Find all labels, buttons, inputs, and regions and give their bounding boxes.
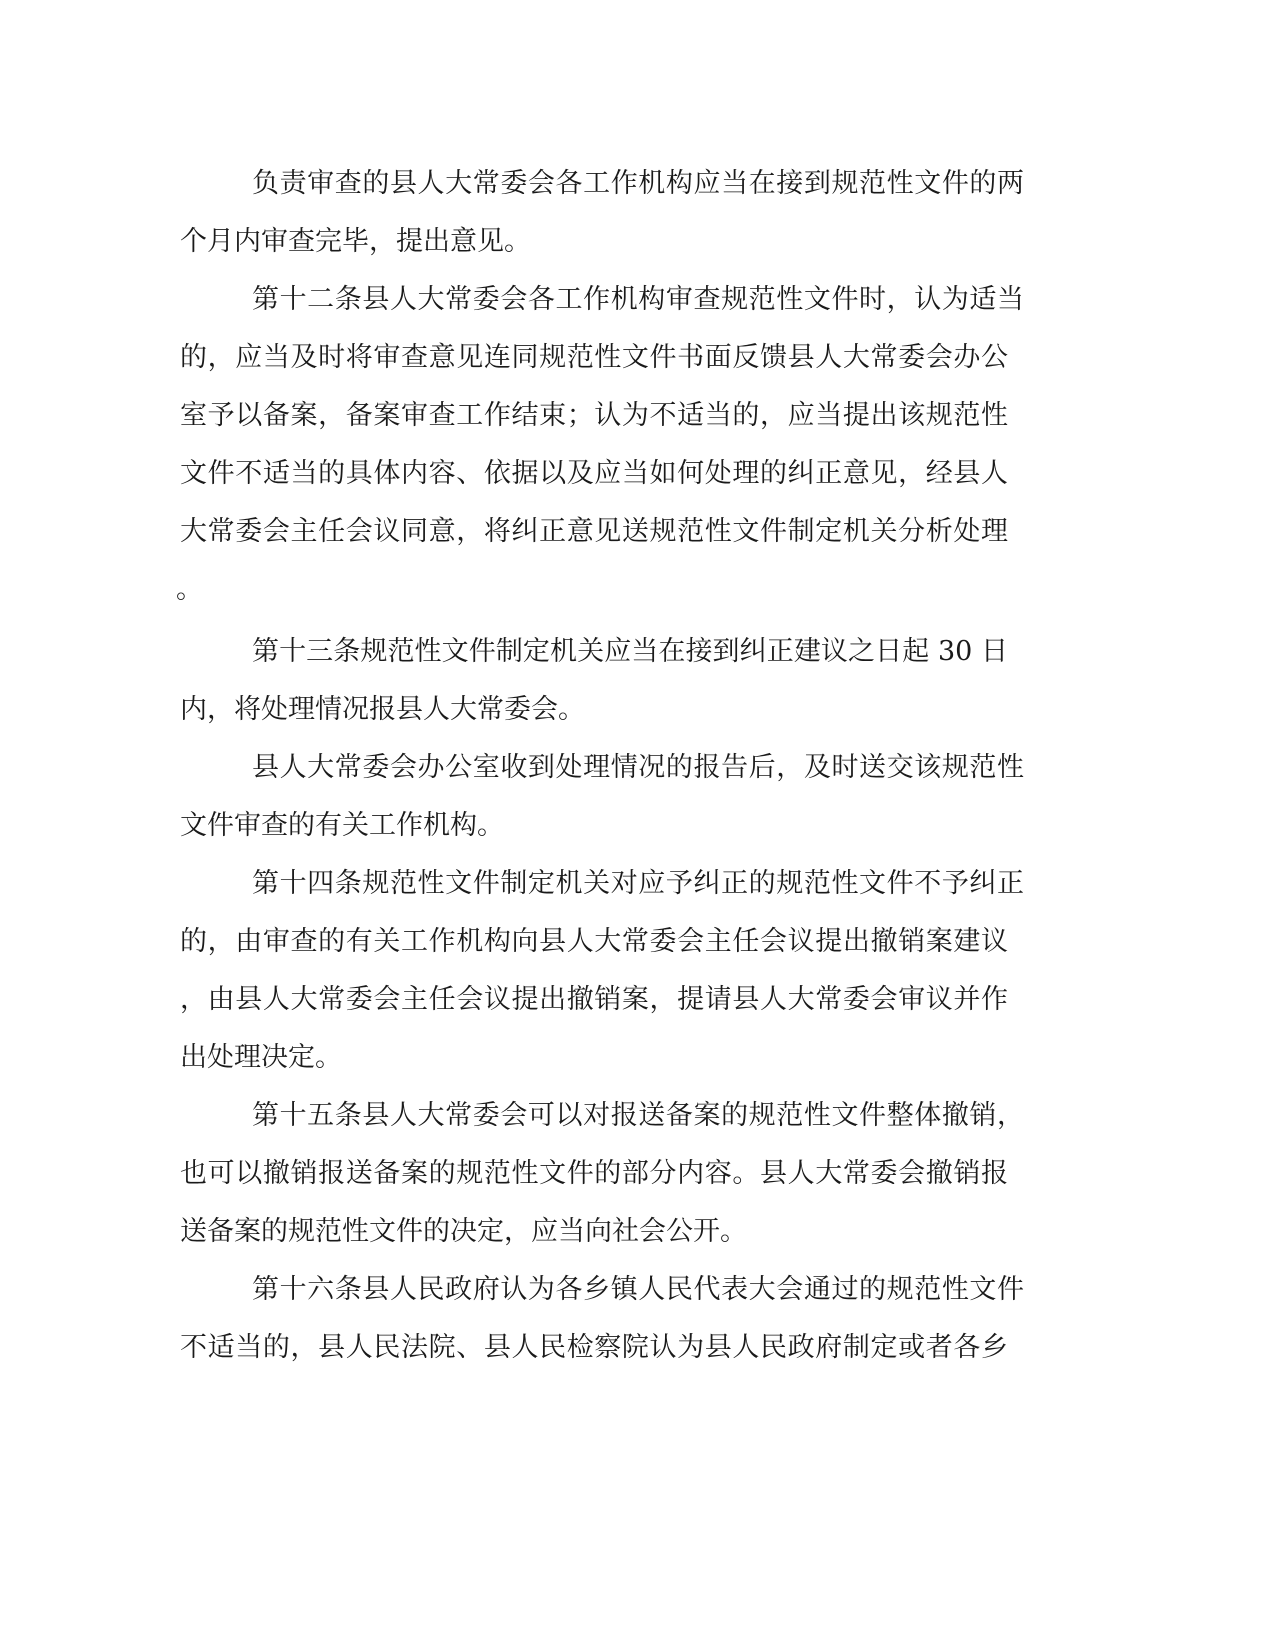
text-line <box>0 164 1275 204</box>
text-line <box>0 748 1275 788</box>
line-text: ，由县人大常委会主任会议提出撤销案，提请县人大常委会审议并作 <box>180 984 1008 1015</box>
line-text: 出处理决定。 <box>180 1042 342 1073</box>
line-text: 也可以撤销报送备案的规范性文件的部分内容。县人大常委会撤销报 <box>180 1158 1008 1189</box>
line-text: 个月内审查完毕，提出意见。 <box>180 226 531 257</box>
line-text: 大常委会主任会议同意，将纠正意见送规范性文件制定机关分析处理 <box>180 516 1008 547</box>
line-text: 第十五条县人大常委会可以对报送备案的规范性文件整体撤销， <box>252 1100 1024 1131</box>
line-text: 不适当的，县人民法院、县人民检察院认为县人民政府制定或者各乡 <box>180 1332 1008 1363</box>
line-text: 第十四条规范性文件制定机关对应予纠正的规范性文件不予纠正 <box>252 868 1024 899</box>
line-text: 的，由审查的有关工作机构向县人大常委会主任会议提出撤销案建议 <box>180 926 1008 957</box>
text-line <box>0 570 1275 610</box>
text-line <box>0 806 1275 846</box>
text-line <box>0 1038 1275 1078</box>
line-text: 的，应当及时将审查意见连同规范性文件书面反馈县人大常委会办公 <box>180 342 1008 373</box>
text-line <box>0 922 1275 962</box>
text-line <box>0 1096 1275 1136</box>
text-line <box>0 864 1275 904</box>
line-text: 第十三条规范性文件制定机关应当在接到纠正建议之日起 30 日 <box>252 636 1008 667</box>
text-line <box>0 396 1275 436</box>
line-text: 县人大常委会办公室收到处理情况的报告后，及时送交该规范性 <box>252 752 1024 783</box>
line-text: 第十六条县人民政府认为各乡镇人民代表大会通过的规范性文件 <box>252 1274 1024 1305</box>
text-line <box>0 1328 1275 1368</box>
text-line <box>0 454 1275 494</box>
line-text: 第十二条县人大常委会各工作机构审查规范性文件时，认为适当 <box>252 284 1024 315</box>
text-line <box>0 222 1275 262</box>
line-text: 送备案的规范性文件的决定，应当向社会公开。 <box>180 1216 747 1247</box>
line-text: 室予以备案，备案审查工作结束；认为不适当的，应当提出该规范性 <box>180 400 1008 431</box>
line-text: 。 <box>176 574 203 605</box>
text-line <box>0 338 1275 378</box>
text-line <box>0 632 1275 672</box>
text-line <box>0 280 1275 320</box>
text-line <box>0 980 1275 1020</box>
line-text: 文件不适当的具体内容、依据以及应当如何处理的纠正意见，经县人 <box>180 458 1008 489</box>
text-line <box>0 1270 1275 1310</box>
text-line <box>0 690 1275 730</box>
text-line <box>0 1154 1275 1194</box>
line-text: 内，将处理情况报县人大常委会。 <box>180 694 585 725</box>
line-text: 负责审查的县人大常委会各工作机构应当在接到规范性文件的两 <box>252 168 1024 199</box>
line-text: 文件审查的有关工作机构。 <box>180 810 504 841</box>
text-line <box>0 1212 1275 1252</box>
text-line <box>0 512 1275 552</box>
